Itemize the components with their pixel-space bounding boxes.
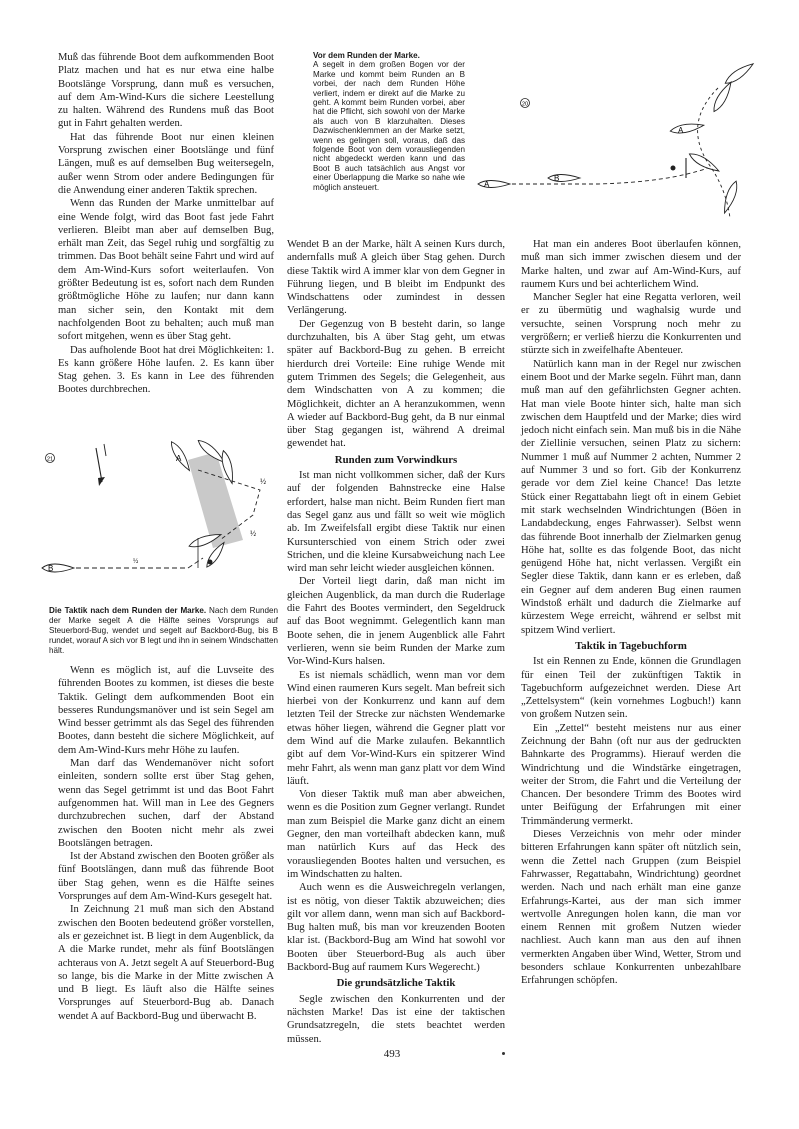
label-a: A	[176, 454, 182, 463]
paragraph: Es ist niemals schädlich, wenn man vor dem Wind einen raumeren Kurs segelt. Man befreit sich hierbei von der Konkurrenz und kann auf dem letzten Teil der Strecke zur nächsten Wendemarke etwas höher liegen, während die Gegner platt vor dem Wind auf die Marke zulaufen. Bekanntlich gibt auf dem Vor-Wind-Kurs ein spitzerer Wind mehr Fahrt, als wenn man ganz platt vor dem Wind läuft.	[287, 669, 505, 787]
paragraph: Segle zwischen den Konkurrenten und der nächsten Marke! Das ist eine der taktischen Grundsatzregeln, die stets beachtet werden müssen.	[287, 993, 505, 1045]
paragraph: Von dieser Taktik muß man aber abweichen, wenn es die Position zum Gegner verlangt. Rundet man zum Beispiel die Marke ganz dicht an einem Gegner, den man vorteilhaft abdecken kann, muß man natürlich Kurs auf das Heck des vorausliegenden Bootes halten und versuchen, es im Windschatten zu halten.	[287, 789, 505, 880]
paragraph: Das aufholende Boot hat drei Möglichkeiten: 1. Es kann größere Höhe laufen. 2. Es kann über Stag gehen. 3. Es kann in Lee des führenden Bootes durchbrechen.	[58, 344, 274, 396]
column-1-top	[58, 51, 274, 397]
figure-20-caption	[313, 51, 465, 192]
paragraph: Ist man nicht vollkommen sicher, daß der Kurs auf der folgenden Bahnstrecke eine Halse erfordert, halse man nicht. Beim Runden fiert man das Segel ganz aus und fällt so weit wie möglich ab. Im Zweifelsfall ergibt diese Taktik nur einen Kursunterschied von einem Strich oder zwei Strichen, und die kleine Kursabweichung nach Lee wird man sehr leicht wieder ausgleichen können.	[287, 470, 505, 575]
half-label: ½	[260, 477, 266, 486]
paragraph: Hat das führende Boot nur einen kleinen Vorsprung zwischen einer Bootslänge und fünf Längen, muß es auf demselben Bug weitersegeln, außer wenn Strom oder andere Bedingungen für die Anwendung einer anderen Taktik sprechen.	[58, 131, 274, 196]
decorative-dot	[502, 1052, 505, 1055]
paragraph: Mancher Segler hat eine Regatta verloren, weil er zu übermütig und waghalsig wurde und versuchte, seinen Vorsprung noch mehr zu vergrößern; er verließ hierzu die Konkurrenten und stürzte sich in zweifelhafte Abenteuer.	[521, 292, 741, 357]
column-3	[521, 238, 741, 988]
svg-text:½: ½	[133, 557, 139, 565]
section-heading: Taktik in Tagebuchform	[575, 639, 687, 652]
paragraph: Hat man ein anderes Boot überlaufen können, muß man sich immer zwischen diesem und der Marke halten, und zwar auf Am-Wind-Kurs, auf raumem Kurs und bei achterlichem Wind.	[521, 239, 741, 290]
column-1-bottom	[58, 664, 274, 1023]
paragraph: Ist der Abstand zwischen den Booten größer als fünf Bootslängen, dann muß das führende Boot über Stag gehen, wenn es die Hälfte seines Vorsprunges auf dem Am-Wind-Kurs gesegelt hat.	[58, 851, 274, 903]
paragraph: Wenn das Runden der Marke unmittelbar auf eine Wende folgt, wird das Boot fast jede Fahrt verlieren. Bleibt man aber auf demselben Bug, erhält man Zeit, das Segel ruhig und sorgfältig zu trimmen. Das Boot behält seine Fahrt und wird auf dem Am-Wind-Kurs sofort weiterlaufen. Von größter Bedeutung ist es, sofort nach dem Runden größtmögliche Höhe zu laufen; nur dann kann man sicher sein, den Kontakt mit dem nachfolgenden Boot zu behalten; auch muß man sofort mitgehen, wenn es über Stag geht.	[58, 198, 274, 343]
caption-title: Vor dem Runden der Marke.	[313, 51, 420, 60]
paragraph: Der Gegenzug von B besteht darin, so lange durchzuhalten, bis A über Stag geht, um etwas später auf Backbord-Bug zu gehen. B erreicht hierdurch drei Vorteile: Eine ruhige Wende mit gutem Trimmen des Segels; die Gelegenheit, aus dem Windschatten von A zu kommen; die Möglichkeit, dichter an A heranzukommen, wenn A wieder auf Backbord-Bug geht, da B nur einmal über Stag gegangen ist, während A dreimal gewendet hat.	[287, 318, 505, 450]
column-2	[287, 238, 505, 1046]
label-a: A	[484, 180, 490, 189]
caption-text: Nach dem Runden der Marke segelt A die Hälfte seines Vorsprungs auf Steuerbord-Bug, wendet und segelt auf Backbord-Bug, bis B rundet, worauf A sich vor B legt und ihn in seinem Windschatten hält.	[49, 606, 278, 655]
section-heading: Die grundsätzliche Taktik	[336, 977, 456, 990]
paragraph: Wendet B an der Marke, hält A seinen Kurs durch, andernfalls muß A gleich über Stag gehen. Durch diese Taktik wird A immer klar von dem Gegner in Führung liegen, und B bleibt im Endpunkt des Windschattens oder zumindest in dessen Verlängerung.	[287, 239, 505, 317]
paragraph: Man darf das Wendemanöver nicht sofort einleiten, sondern sollte erst über Stag gehen, wenn das Segel getrimmt ist und das Boot Fahrt aufgenommen hat. Will man in Lee des Gegners durchzubrechen suchen, darf der Abstand zwischen den Booten nicht mehr als zwei Bootslängen betragen.	[58, 758, 274, 849]
page-number: 493	[383, 1048, 401, 1060]
paragraph: Ein „Zettel“ besteht meistens nur aus einer Zeichnung der Bahn (oft nur aus der gedruckten Bahnkarte des Programms). Hierauf werden die Windrichtung und die Windstärke eingetragen, weiter der Strom, die Fahrt und die Verteilung der Chancen. Der besondere Trimm des Bootes wird unter Beifügung der Erfahrungen mit einer Trimmänderung vermerkt.	[521, 722, 741, 827]
label-b: B	[554, 174, 560, 183]
paragraph: Ist ein Rennen zu Ende, können die Grundlagen für einen Teil der zukünftigen Taktik in Tagebuchform aufgezeichnet werden. Diese Art „Zettelsystem“ (kein vornehmes Logbuch!) kann von großem Nutzen sein.	[521, 656, 741, 721]
figure-number: 20	[521, 101, 529, 108]
paragraph: Dieses Verzeichnis von mehr oder minder bitteren Erfahrungen kann später oft nützlich sein, wenn die Zettel nach Gruppen (zum Beispiel Fahrwasser, Regattabahn, Windrichtung) geordnet werden. Nach und nach erhält man eine ganze Erfahrungs-Kartei, aus der man sich immer wertvolle Anregungen holen kann, die man vor einem Rennen mit großem Nutzen wieder nachliest. Auch kann man aus den auf ihnen vermerkten Angaben über Wind, Wetter, Strom und besonders schlaue Konkurrenten unbezahlbare Erfahrungen schöpfen.	[521, 829, 741, 987]
figure-21	[38, 440, 283, 600]
figure-20	[468, 48, 768, 238]
paragraph: Wenn es möglich ist, auf die Luvseite des führenden Bootes zu kommen, ist dieses die beste Taktik. Gelingt dem aufkommenden Boot ein besseres Rundungsmanöver und ist sein Segel am Wind besser getrimmt als das Segel des führenden Bootes, dann besteht die sichere Möglichkeit, auf dem Am-Wind-Kurs mehr Höhe zu laufen.	[58, 665, 274, 756]
figure-number: 21	[46, 456, 54, 463]
label-b: B	[48, 564, 54, 573]
paragraph: Muß das führende Boot dem aufkommenden Boot Platz machen und hat es nur etwa eine halbe Bootslänge Vorsprung, dann muß es versuchen, auf dem Am-Wind-Kurs die sichere Leestellung zu halten. Während des Rundens muß das Boot gut in Fahrt gehalten werden.	[58, 52, 274, 130]
paragraph: In Zeichnung 21 muß man sich den Abstand zwischen den Booten bedeutend größer vorstellen, als er gezeichnet ist. B liegt in dem Augenblick, da A die Marke rundet, mehr als fünf Bootslängen achteraus von A. Jetzt segelt A auf Steuerbord-Bug so lange, bis die Marke in der Mitte zwischen A und B liegt. Es läuft also die Hälfte seines Vorsprunges auf Steuerbord-Bug ab. Danach wendet A auf Backbord-Bug und überwacht B.	[58, 904, 274, 1022]
figure-21-caption	[49, 606, 278, 656]
figure-21-drawing	[38, 440, 283, 600]
paragraph: Der Vorteil liegt darin, daß man nicht im gleichen Augenblick, da man durch die Ruderlage die Fahrt des Bootes vermindert, den Segeldruck auf das Boot wegnimmt. Gelegentlich kann man Boote sehen, die in jenem Augenblick alle Fahrt verlieren, wenn sie beim Runden der Marke zum Vor-Wind-Kurs halsen.	[287, 576, 505, 668]
paragraph: Natürlich kann man in der Regel nur zwischen einem Boot und der Marke segeln. Führt man, dann muß man auf den gefährlichsten Gegner achten. Hat man viele Boote hinter sich, halte man sich zwischen dem Hauptfeld und der Marke; dies wird jedoch nicht einfach sein. Man muß bis in die Nähe der Ziellinie versuchen, seinen Platz zu sichern: Nummer 1 muß auf Nummer 2 achten, Nummer 2 auf Nummer 3 und so fort. Gib der Konkurrenz gerade vor dem Ziel keine Chance! Das letzte Stück einer Regattabahn liegt oft in einem Gebiet mit stark wechselnden Windrichtungen (Böen in Landabdeckung, enges Fahrwasser). Selbst wenn das führende Boot innerhalb der Zielmarken genug Höhe hat, sollte es das folgende Boot, das nicht genügend Höhe hat, nicht verlassen. Vergißt ein Segler diese Taktik, dann kann er es erleben, daß ein Gegner auf dem anderen Bug einen raumen Windstoß erhält und dadurch die Zielmarke auf kürzestem Wege erreicht, während er selbst mit spitzem Wind verliert.	[521, 358, 741, 636]
half-label: ½	[250, 529, 256, 538]
label-a: A	[678, 126, 684, 135]
caption-text: A segelt in dem großen Bogen vor der Marke und kommt beim Runden an B vorbei, der nach dem Runden Höhe verliert, indem er direkt auf die Marke zu geht. A kommt beim Runden vorbei, aber hat die Pflicht, sich sowohl von der Marke als auch von B klarzuhalten. Dieses Dazwischenklemmen an der Marke setzt, wenn es gelingen soll, voraus, daß das folgende Boot von dem vorausliegenden nicht abgedeckt werden kann und das Boot B auch tatsächlich aus Angst vor einer Überlappung die Marke so nahe wie möglich ansteuert.	[313, 60, 465, 192]
section-heading: Runden zum Vorwindkurs	[334, 453, 458, 466]
figure-20-drawing	[468, 48, 768, 238]
caption-title: Die Taktik nach dem Runden der Marke.	[49, 606, 207, 615]
paragraph: Auch wenn es die Ausweichregeln verlangen, ist es nötig, von dieser Taktik abzuweichen; dies gilt vor allem dann, wenn man sich auf Backbord-Bug halten muß, bis man vor kreuzenden Booten klar ist. (Backbord-Bug am Wind hat sowohl vor Booten über Steuerbord-Bug als auch über Backbord-Bug auf raumem Kurs Wegerecht.)	[287, 882, 505, 974]
